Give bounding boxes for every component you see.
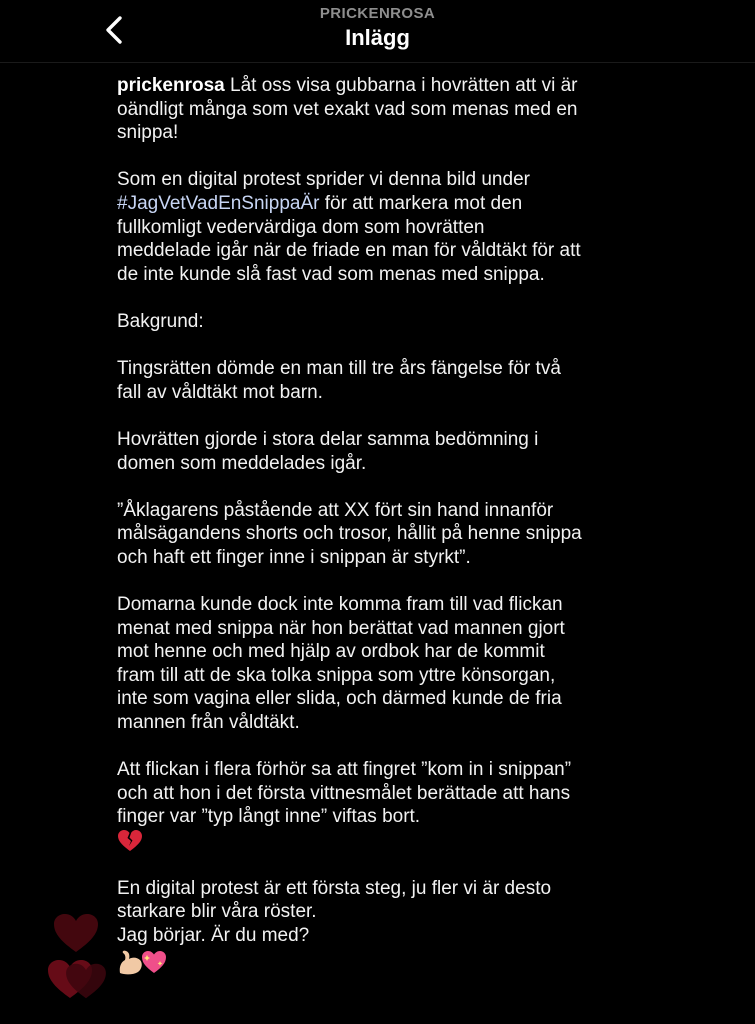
caption-paragraph: Bakgrund: xyxy=(117,310,204,332)
broken-heart-icon xyxy=(117,829,143,853)
heart-icon xyxy=(52,912,100,954)
heart-icon xyxy=(64,962,108,1000)
account-name: PRICKENROSA xyxy=(319,5,436,22)
username-link[interactable]: prickenrosa xyxy=(117,75,225,96)
hashtag-link[interactable]: #JagVetVadEnSnippaÄr xyxy=(117,192,320,214)
top-bar xyxy=(0,0,755,63)
post-caption xyxy=(117,74,677,997)
caption-paragraph: Domarna kunde dock inte komma fram till vad flickan menat med snippa när hon berättat vad mannen gjort mot henne och med hjälp av ordbok har de kommit fram till att de ska tolka snippa som yttre könsorgan, inte som vagina eller slida, och därmed kunde de fria mannen från våldtäkt. xyxy=(117,594,565,734)
caption-paragraph: Som en digital protest sprider vi denna bild under #JagVetVadEnSnippaÄr för att markera mot den fullkomligt vedervärdiga dom som hovrätten meddelade igår när de friade en man för våldtäkt för att de inte kunde slå fast vad som menas med snippa. xyxy=(117,169,581,285)
caption-paragraph: Tingsrätten dömde en man till tre års fängelse för två fall av våldtäkt mot barn. xyxy=(117,358,561,403)
sparkling-heart-icon xyxy=(140,949,168,975)
page-title: Inlägg xyxy=(345,25,410,50)
caption-paragraph: ”Åklagarens påstående att XX fört sin hand innanför målsägandens shorts och trosor, hållit på henne snippa och haft ett finger inne i snippan är styrkt”. xyxy=(117,499,582,568)
caption-paragraph: En digital protest är ett första steg, ju fler vi är desto starkare blir våra röster. Jag börjar. Är du med? xyxy=(117,877,677,974)
caption-paragraph: prickenrosa Låt oss visa gubbarna i hovrätten att vi är oändligt många som vet exakt vad som menas med en snippa! xyxy=(117,75,578,144)
caption-paragraph: Att flickan i flera förhör sa att fingret ”kom in i snippan” och att hon i det första vittnesmålet berättade att hans finger var ”typ långt inne” viftas bort. xyxy=(117,758,677,853)
caption-paragraph: Hovrätten gjorde i stora delar samma bedömning i domen som meddelades igår. xyxy=(117,428,539,474)
